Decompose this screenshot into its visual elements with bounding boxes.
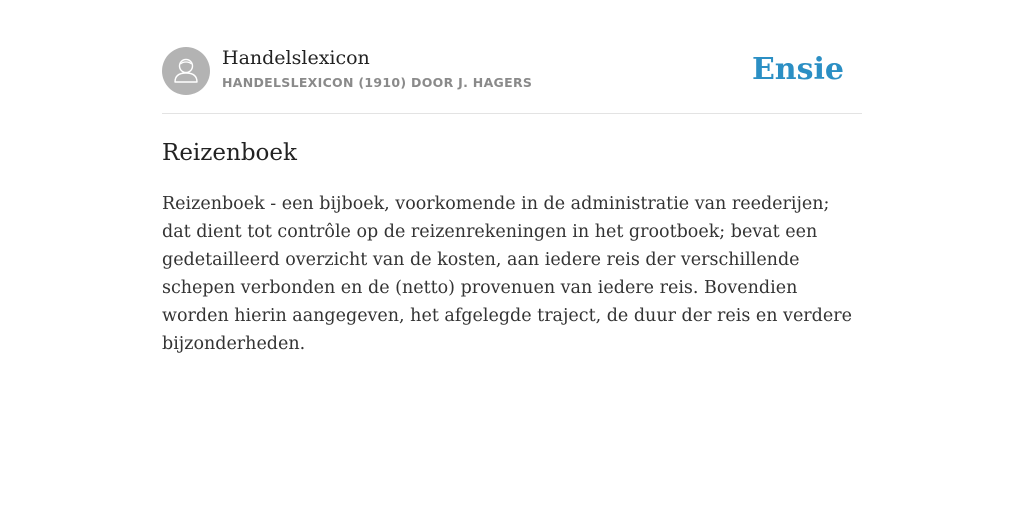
- entry-card: [162, 0, 862, 512]
- divider: [162, 113, 862, 114]
- source-subtitle[interactable]: HANDELSLEXICON (1910) DOOR J. HAGERS: [222, 75, 533, 90]
- source-title[interactable]: Handelslexicon: [222, 47, 370, 69]
- source-header: [162, 47, 862, 95]
- ensie-logo[interactable]: Ensie: [751, 52, 844, 87]
- entry-title: Reizenboek: [162, 140, 297, 166]
- user-icon: [162, 47, 210, 95]
- entry-body: Reizenboek - een bijboek, voorkomende in de administratie van reederijen; dat dient tot contrôle op de reizenrekeningen in het grootboek; bevat een gedetailleerd overzicht van de kosten, aan iedere reis der verschillende schepen verbonden en de (netto) provenuen van iedere reis. Bovendien worden hierin aangegeven, het afgelegde traject, de duur der reis en verdere bijzonderheden.: [162, 194, 852, 354]
- avatar[interactable]: [162, 47, 210, 95]
